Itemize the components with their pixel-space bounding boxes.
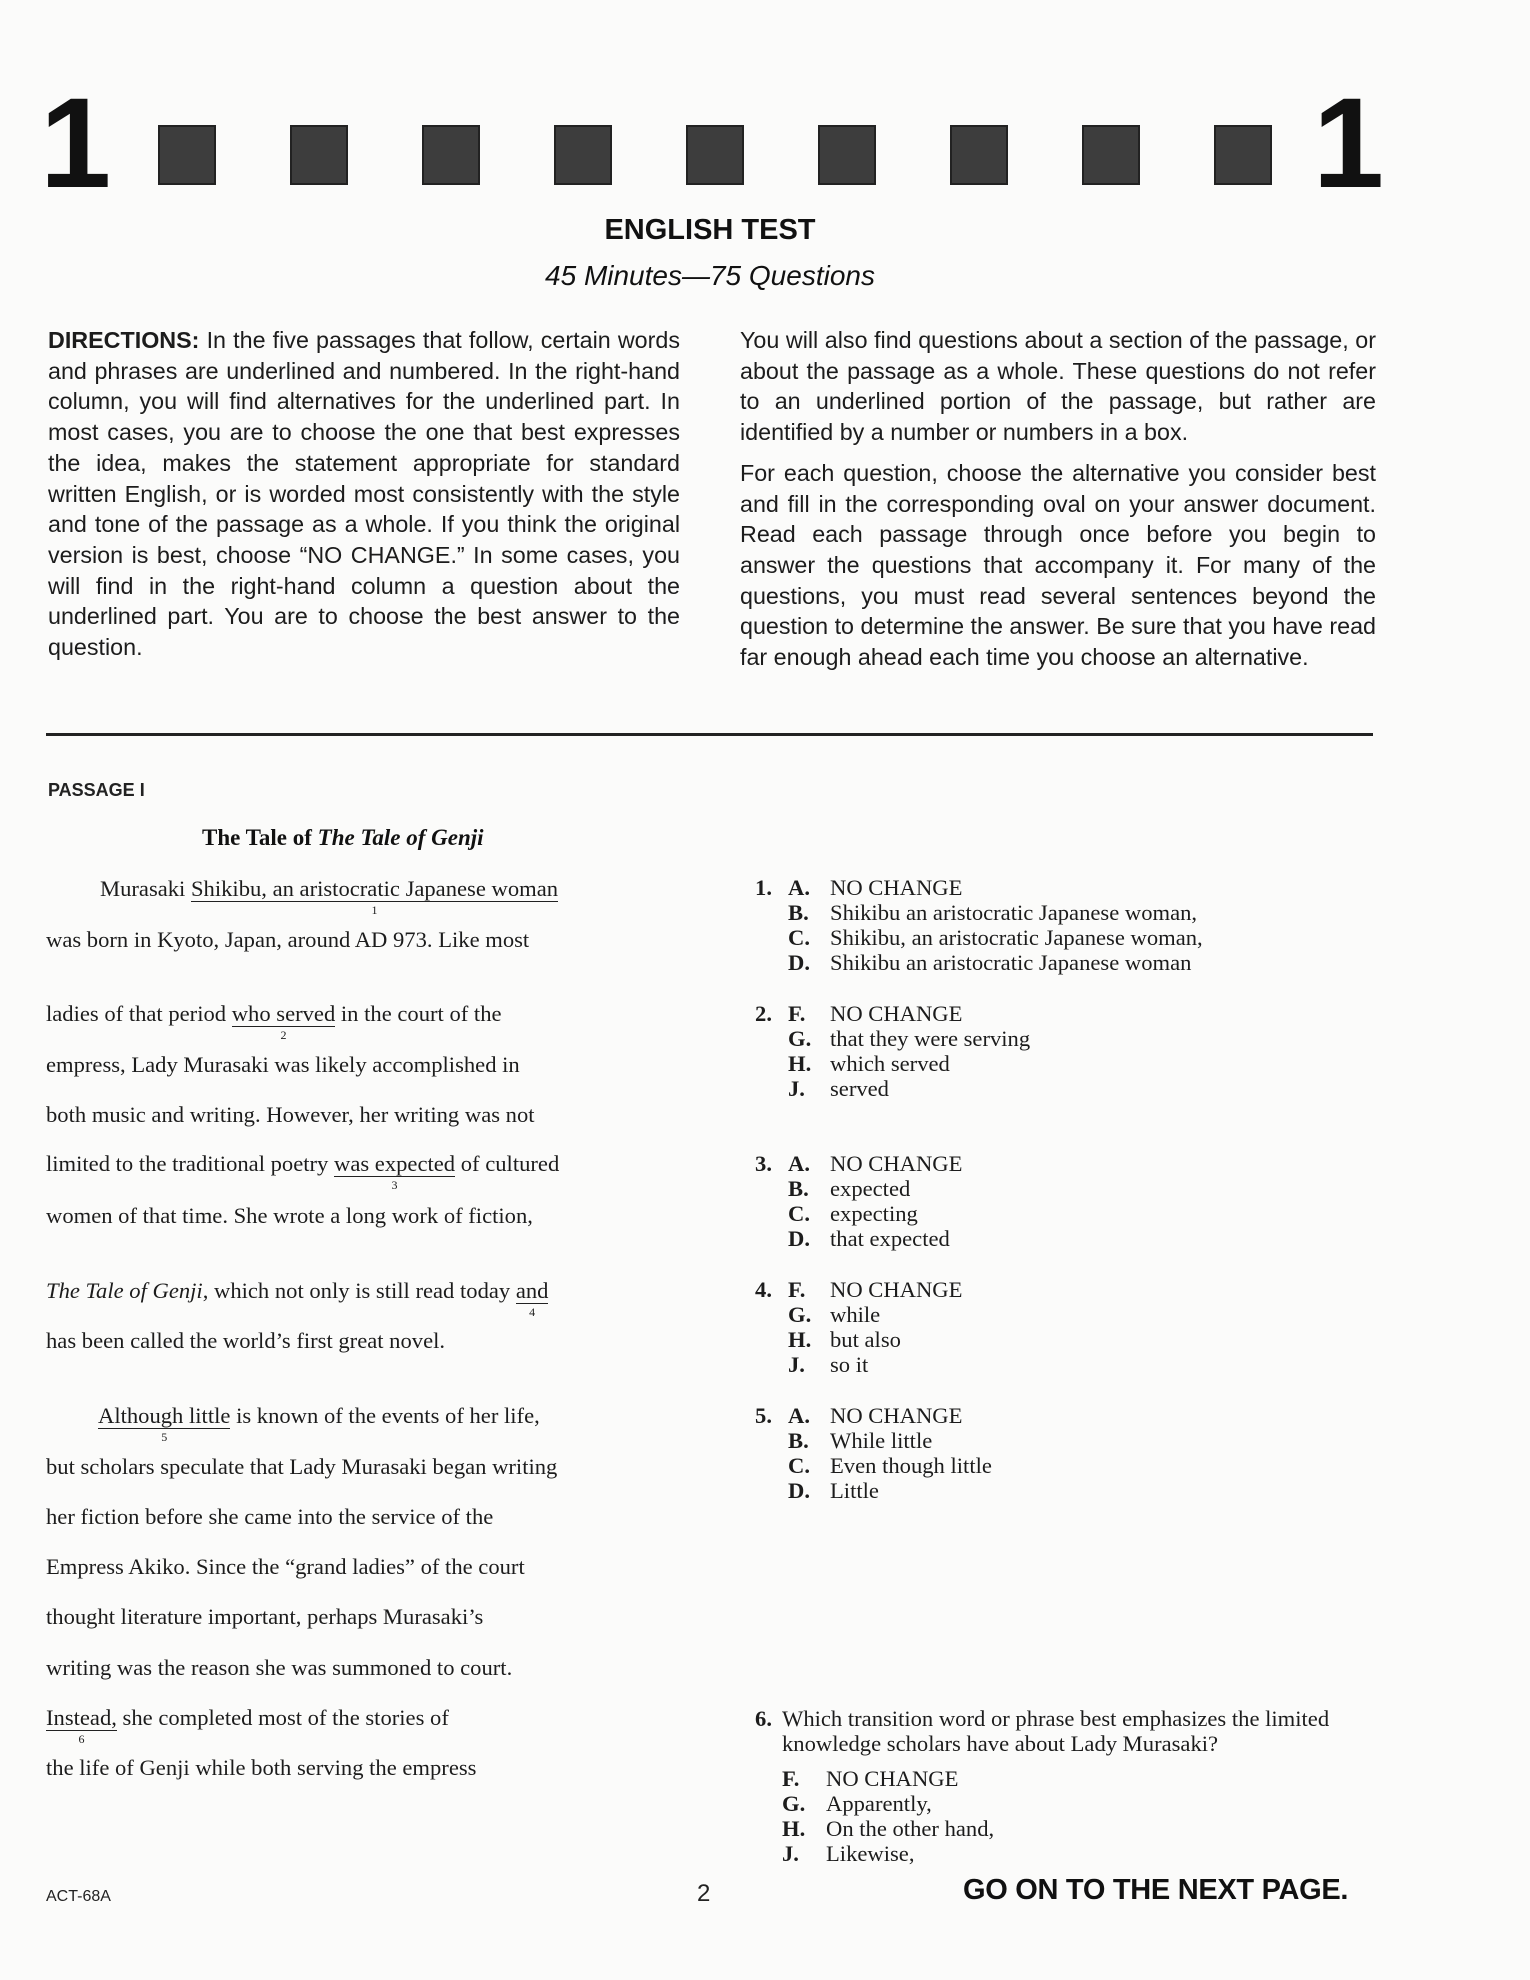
section-number-right: 1 [1312,72,1384,215]
option-letter[interactable]: J. [788,1076,805,1101]
option-letter[interactable]: J. [788,1352,805,1377]
item-number: 5 [161,1430,168,1444]
option-letter[interactable]: F. [782,1766,800,1791]
option-text[interactable]: expecting [830,1201,918,1226]
section-number-left: 1 [40,72,112,215]
passage-line [46,1278,549,1319]
option-letter[interactable]: H. [788,1051,812,1076]
underlined-item-3 [334,1151,456,1192]
option-letter[interactable]: G. [788,1026,812,1051]
option-letter[interactable]: A. [788,1151,810,1176]
passage-line [46,1705,449,1746]
underlined-item-4 [515,1278,549,1319]
option-letter[interactable]: G. [788,1302,812,1327]
marker-box [950,125,1008,185]
option-letter[interactable]: C. [788,1201,810,1226]
option-text[interactable]: Shikibu an aristocratic Japanese woman, [830,900,1198,925]
option-text[interactable]: While little [830,1428,933,1453]
underlined-text: and [515,1278,549,1303]
option-letter[interactable]: D. [788,950,810,975]
marker-box [686,125,744,185]
passage-text: of cultured [455,1151,560,1176]
directions-paragraph: For each question, choose the alternative you consider best and fill in the corresponding oval on your answer document. Read each passage through once before you begin to answer the questions that accompany it. For many of the questions, you must read several sentences beyond the question to determine the answer. Be sure that you have read far enough ahead each time you choose an alternative. [740,459,1376,671]
option-text[interactable]: NO CHANGE [830,875,963,900]
passage-text: in the court of the [335,1001,502,1026]
question-number: 1. [755,875,772,900]
question-number: 6. [755,1706,772,1731]
option-text[interactable]: served [830,1076,889,1101]
option-text[interactable]: while [830,1302,881,1327]
passage-title-italic: The Tale of Genji [317,825,484,850]
passage-line [98,1403,540,1444]
option-letter[interactable]: H. [788,1327,812,1352]
underlined-item-6 [46,1705,117,1746]
next-page-notice: GO ON TO THE NEXT PAGE. [963,1874,1349,1906]
option-text[interactable]: NO CHANGE [826,1766,959,1791]
underlined-item-2 [231,1001,336,1042]
option-text[interactable]: Shikibu an aristocratic Japanese woman [830,950,1192,975]
question-number: 3. [755,1151,772,1176]
option-letter[interactable]: D. [788,1226,810,1251]
marker-box [1082,125,1140,185]
item-number: 2 [280,1028,287,1042]
marker-box [422,125,480,185]
marker-box [1214,125,1272,185]
option-letter[interactable]: B. [788,1176,809,1201]
option-letter[interactable]: A. [788,1403,810,1428]
marker-box [158,125,216,185]
underlined-text: who served [231,1001,336,1026]
item-number: 3 [391,1178,398,1192]
underlined-text: Instead, [46,1705,117,1730]
option-text[interactable]: but also [830,1327,901,1352]
passage-title-prefix: The Tale of [202,825,318,850]
option-text[interactable]: that expected [830,1226,950,1251]
item-number: 1 [371,903,378,917]
passage-line: both music and writing. However, her writing was not [46,1102,535,1127]
passage-line: empress, Lady Murasaki was likely accomplished in [46,1052,520,1077]
option-letter[interactable]: B. [788,1428,809,1453]
item-number: 6 [78,1732,85,1746]
test-title: ENGLISH TEST [604,214,816,246]
option-letter[interactable]: F. [788,1277,806,1302]
option-letter[interactable]: H. [782,1816,806,1841]
test-subtitle: 45 Minutes—75 Questions [545,260,875,291]
passage-line: the life of Genji while both serving the empress [46,1755,477,1780]
option-text[interactable]: Little [830,1478,879,1503]
option-text[interactable]: that they were serving [830,1026,1031,1051]
passage-text: , which not only is still read today [202,1278,516,1303]
option-text[interactable]: Shikibu, an aristocratic Japanese woman, [830,925,1203,950]
form-code: ACT-68A [46,1888,111,1905]
question-number: 4. [755,1277,772,1302]
option-text[interactable]: On the other hand, [826,1816,995,1841]
passage-line: has been called the world’s first great novel. [46,1328,446,1353]
passage-title [202,825,484,851]
question-stem-text: Which transition word or phrase best emphasizes the limited knowledge scholars have about Lady Murasaki? [782,1706,1330,1756]
underlined-text: was expected [334,1151,456,1176]
directions-left [48,325,680,673]
option-letter[interactable]: F. [788,1001,806,1026]
passage-line: thought literature important, perhaps Murasaki’s [46,1604,484,1629]
option-text[interactable]: so it [830,1352,869,1377]
passage-line: but scholars speculate that Lady Murasaki began writing [46,1454,558,1479]
passage-line: was born in Kyoto, Japan, around AD 973. Like most [46,927,530,952]
option-letter[interactable]: A. [788,875,810,900]
option-text[interactable]: NO CHANGE [830,1151,963,1176]
option-text[interactable]: NO CHANGE [830,1403,963,1428]
option-letter[interactable]: G. [782,1791,806,1816]
passage-line: writing was the reason she was summoned to court. [46,1655,513,1680]
marker-box [554,125,612,185]
option-text[interactable]: expected [830,1176,911,1201]
passage-line: Empress Akiko. Since the “grand ladies” of the court [46,1554,525,1579]
question-number: 2. [755,1001,772,1026]
passage-line [100,876,559,917]
passage-line [46,1151,560,1192]
passage-text: she completed most of the stories of [116,1705,449,1730]
underlined-item-1 [190,876,559,917]
underlined-item-5 [98,1403,231,1444]
section-header [40,72,1384,215]
option-letter[interactable]: D. [788,1478,810,1503]
option-text[interactable]: NO CHANGE [830,1001,963,1026]
option-letter[interactable]: C. [788,925,810,950]
passage-text: Murasaki [100,876,191,901]
option-text[interactable]: NO CHANGE [830,1277,963,1302]
passage-italic: The Tale of Genji [46,1278,203,1303]
divider [46,733,1373,736]
passage-line: women of that time. She wrote a long work of fiction, [46,1203,533,1228]
option-text[interactable]: which served [830,1051,950,1076]
item-number: 4 [529,1305,536,1319]
underlined-text: Shikibu, an aristocratic Japanese woman [190,876,559,901]
underlined-text: Although little [98,1403,231,1428]
section-marker-boxes [158,125,1303,185]
option-text[interactable]: Apparently, [826,1791,932,1816]
directions-lead: DIRECTIONS: [48,327,200,353]
marker-box [290,125,348,185]
option-text[interactable]: Likewise, [826,1841,915,1866]
option-letter[interactable]: J. [782,1841,799,1866]
passage-line: her fiction before she came into the service of the [46,1504,494,1529]
passage-text: ladies of that period [46,1001,232,1026]
option-letter[interactable]: B. [788,900,809,925]
question-6-options [748,1766,1412,1866]
option-letter[interactable]: C. [788,1453,810,1478]
directions-text: In the five passages that follow, certain words and phrases are underlined and numbered. In the right-hand column, you will find alternatives for the underlined part. In most cases, you are to choose the one that best expresses the idea, makes the statement appropriate for standard written English, or is worded most consistently with the style and tone of the passage as a whole. If you think the original version is best, choose “NO CHANGE.” In some cases, you will find in the right-hand column a question about the underlined part. You are to choose the best answer to the question. [48,327,680,661]
question-6 [748,1706,1412,1866]
page-number: 2 [697,1880,711,1907]
marker-box [818,125,876,185]
passage-line [46,1001,502,1042]
option-text[interactable]: Even though little [830,1453,992,1478]
directions-paragraph: You will also find questions about a section of the passage, or about the passage as a whole. These questions do not refer to an underlined portion of the passage, but rather are identified by a number or numbers in a box. [740,327,1376,446]
passage-label: PASSAGE I [48,780,145,800]
passage-text: is known of the events of her life, [230,1403,540,1428]
question-number: 5. [755,1403,772,1428]
question-stem [748,1706,1412,1756]
passage-text: limited to the traditional poetry [46,1151,335,1176]
directions-right [740,325,1376,683]
